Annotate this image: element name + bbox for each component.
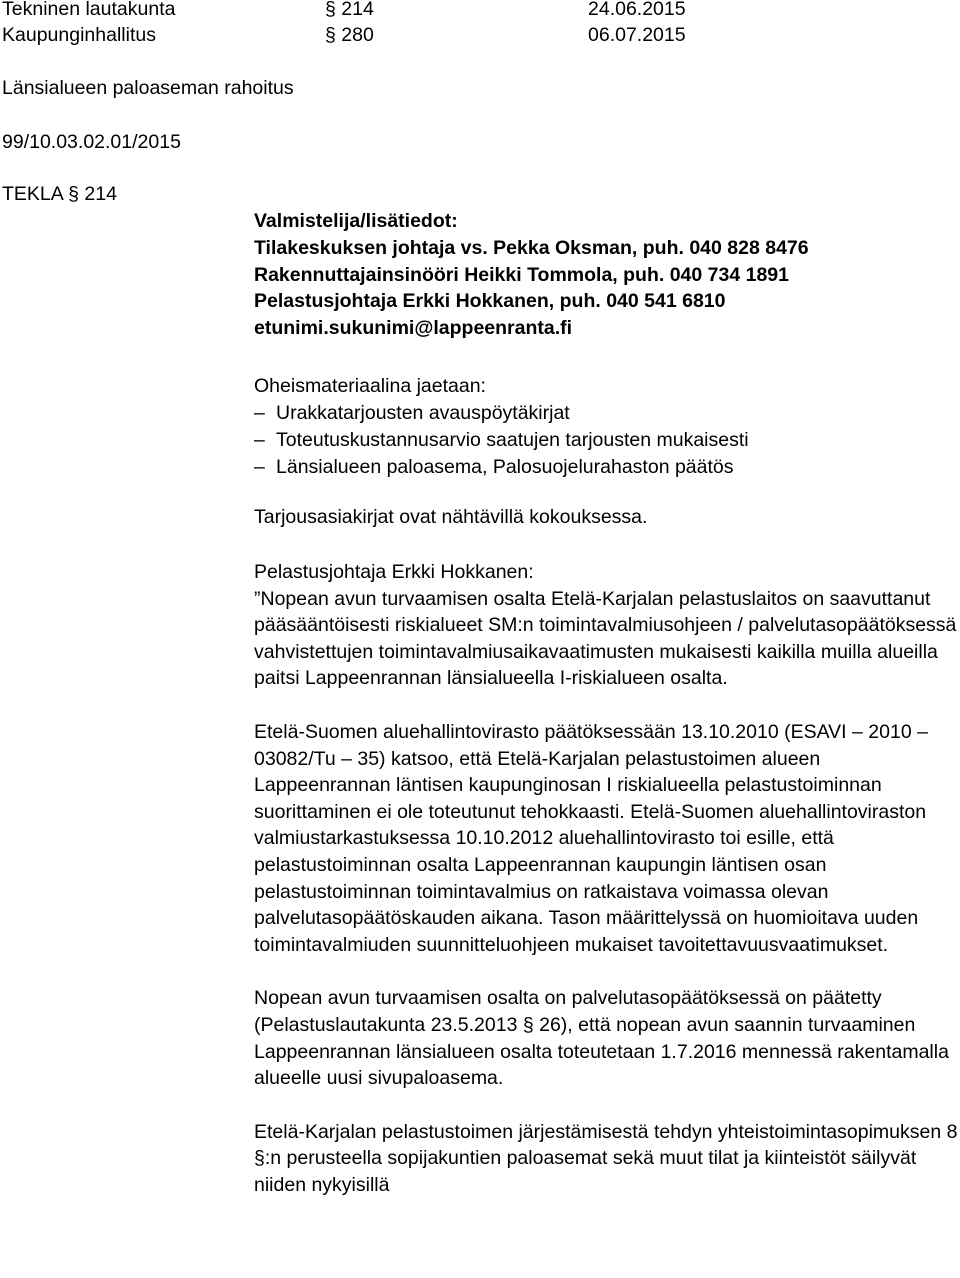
attachment-item bbox=[254, 400, 960, 427]
record-id: 99/10.03.02.01/2015 bbox=[2, 131, 181, 153]
statement-block bbox=[254, 559, 960, 1198]
statement-paragraph: ”Nopean avun turvaamisen osalta Etelä-Karjalan pelastuslaitos on saavuttanut pääsääntöisesti riskialueet SM:n toimintavalmiusohjeen / palvelutasopäätöksessä vahvistettujen toimintavalmiusaikavaatimusten mukaisesti kaikilla muilla alueilla paitsi Lappeenrannan länsialueella I-riskialueen osalta. bbox=[254, 587, 957, 690]
preparer-line: Pelastusjohtaja Erkki Hokkanen, puh. 040 541 6810 bbox=[254, 290, 726, 313]
preparer-line: Tilakeskuksen johtaja vs. Pekka Oksman, puh. 040 828 8476 bbox=[254, 236, 809, 259]
header-number-2: 280 bbox=[341, 24, 374, 46]
header-number-1: 214 bbox=[341, 0, 374, 20]
preparer-heading: Valmistelija/lisätiedot: bbox=[254, 210, 458, 232]
tekla-reference bbox=[2, 181, 117, 207]
preparer-email: etunimi.sukunimi@lappeenranta.fi bbox=[254, 317, 573, 340]
header-date-1: 24.06.2015 bbox=[588, 0, 686, 20]
header-section-1 bbox=[325, 0, 374, 22]
attachments-block bbox=[254, 373, 960, 481]
section-symbol: § bbox=[325, 0, 336, 20]
preparer-line: Rakennuttajainsinööri Heikki Tommola, puh. 040 734 1891 bbox=[254, 263, 789, 286]
bullet-dash: – bbox=[254, 429, 265, 451]
attachment-item bbox=[254, 454, 960, 481]
attachments-note: Tarjousasiakirjat ovat nähtävillä kokouksessa. bbox=[254, 506, 648, 528]
bullet-dash: – bbox=[254, 456, 265, 478]
section-symbol: § bbox=[68, 183, 79, 205]
attachment-item bbox=[254, 427, 960, 454]
preparer-block bbox=[254, 208, 960, 342]
attachment-item-text: Urakkatarjousten avauspöytäkirjat bbox=[276, 402, 570, 424]
tekla-label: TEKLA bbox=[2, 183, 63, 205]
statement-paragraph: Etelä-Suomen aluehallintovirasto päätöksessään 13.10.2010 (ESAVI – 2010 – 03082/Tu – 35) katsoo, että Etelä-Karjalan pelastustoimen alueen Lappeenrannan läntisen kaupunginosan I riskialueella pelastustoiminnan suorittaminen ei ole toteutunut tehokkaasti. Etelä-Suomen aluehallintoviraston valmiustarkastuksessa 10.10.2012 aluehallintovirasto toi esille, että pelastustoiminnan osalta Lappeenrannan kaupungin läntisen osan pelastustoiminnan toimintavalmius on ratkaistava voimassa olevan palvelutasopäätöskauden aikana. Tason määrittelyssä on huomioitava uuden toimintavalmiuden suunnitteluohjeen mukaiset tavoitettavuusvaatimukset. bbox=[254, 720, 928, 956]
section-symbol: § bbox=[325, 24, 336, 46]
attachment-item-text: Länsialueen paloasema, Palosuojelurahaston päätös bbox=[276, 456, 734, 478]
statement-paragraph: Etelä-Karjalan pelastustoimen järjestämisestä tehdyn yhteistoimintasopimuksen 8 §:n perusteella sopijakuntien paloasemat sekä muut tilat ja kiinteistöt säilyvät niiden nykyisillä bbox=[254, 1120, 958, 1196]
header-section-2 bbox=[325, 22, 374, 48]
header-body-name-2: Kaupunginhallitus bbox=[2, 24, 156, 46]
attachment-item-text: Toteutuskustannusarvio saatujen tarjousten mukaisesti bbox=[276, 429, 749, 451]
document-title: Länsialueen paloaseman rahoitus bbox=[2, 77, 294, 99]
header-date-2: 06.07.2015 bbox=[588, 24, 686, 46]
attachments-intro: Oheismateriaalina jaetaan: bbox=[254, 375, 486, 397]
statement-heading: Pelastusjohtaja Erkki Hokkanen: bbox=[254, 561, 534, 583]
header-body-name-1: Tekninen lautakunta bbox=[2, 0, 176, 20]
statement-paragraph: Nopean avun turvaamisen osalta on palvelutasopäätöksessä on päätetty (Pelastuslautakunta 23.5.2013 § 26), että nopean avun saannin turvaaminen Lappeenrannan länsialueen osalta toteutetaan 1.7.2016 mennessä rakentamalla alueelle uusi sivupaloasema. bbox=[254, 987, 949, 1090]
tekla-number: 214 bbox=[84, 183, 117, 205]
bullet-dash: – bbox=[254, 402, 265, 424]
